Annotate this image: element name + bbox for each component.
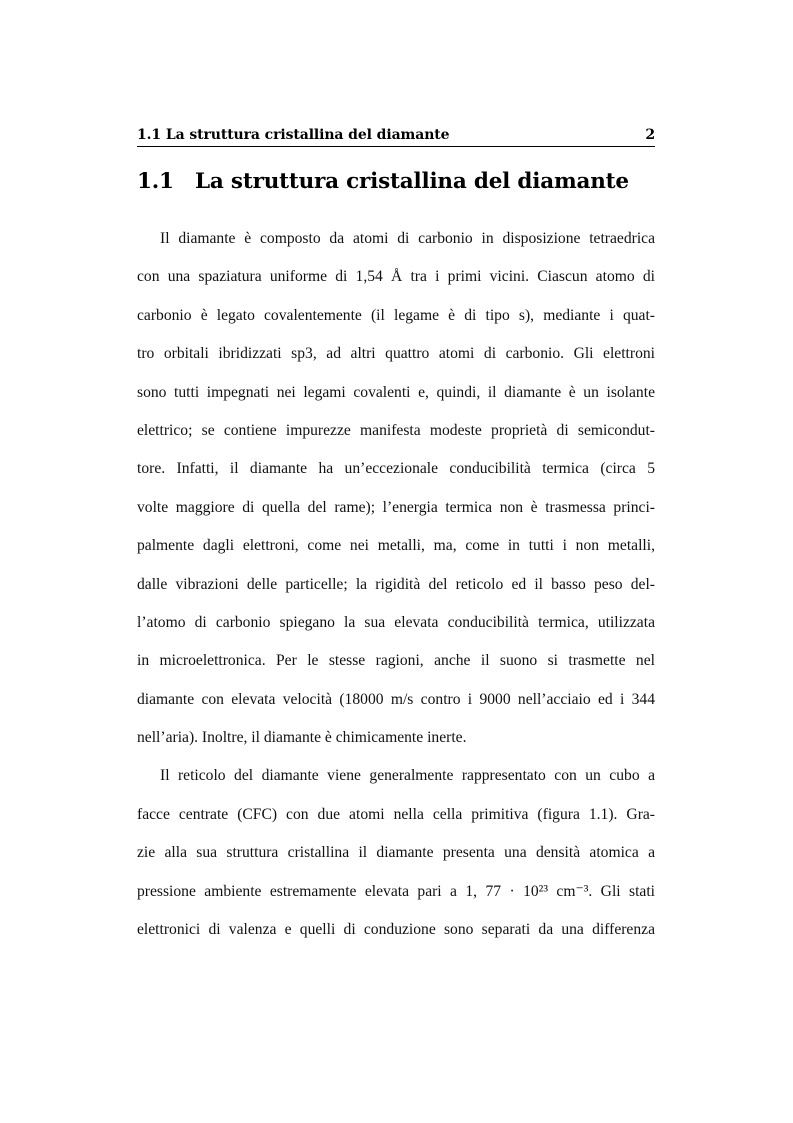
text-line: pressione ambiente estremamente elevata pari a 1, 77 · 10²³ cm⁻³. Gli stati — [137, 882, 655, 900]
page-number: 2 — [645, 127, 655, 143]
text-line: Il diamante è composto da atomi di carbonio in disposizione tetraedrica — [160, 230, 655, 247]
text-line: elettronici di valenza e quelli di conduzione sono separati da una differenza — [137, 921, 655, 939]
text-line: volte maggiore di quella del rame); l’energia termica non è trasmessa princi- — [137, 498, 655, 516]
paragraph — [137, 220, 655, 757]
text-line: tore. Infatti, il diamante ha un’eccezionale conducibilità termica (circa 5 — [137, 460, 655, 478]
text-line: con una spaziatura uniforme di 1,54 Å tra i primi vicini. Ciascun atomo di — [137, 268, 655, 286]
section-number: 1.1 — [137, 169, 174, 194]
body-text — [137, 220, 655, 949]
text-line: Il reticolo del diamante viene generalmente rappresentato con un cubo a — [160, 767, 655, 785]
text-line: dalle vibrazioni delle particelle; la rigidità del reticolo ed il basso peso del- — [137, 575, 655, 593]
running-head — [137, 126, 655, 147]
text-line: in microelettronica. Per le stesse ragioni, anche il suono si trasmette nel — [137, 652, 655, 670]
text-line: nell’aria). Inoltre, il diamante è chimicamente inerte. — [137, 729, 467, 747]
text-line: tro orbitali ibridizzati sp3, ad altri quattro atomi di carbonio. Gli elettroni — [137, 345, 655, 363]
section-title: La struttura cristallina del diamante — [195, 169, 629, 194]
section-heading — [137, 167, 655, 197]
paragraph — [137, 757, 655, 949]
text-line: sono tutti impegnati nei legami covalenti e, quindi, il diamante è un isolante — [137, 383, 655, 401]
text-line: l’atomo di carbonio spiegano la sua elevata conducibilità termica, utilizzata — [137, 613, 655, 631]
text-line: facce centrate (CFC) con due atomi nella cella primitiva (figura 1.1). Gra- — [137, 805, 655, 823]
text-line: palmente dagli elettroni, come nei metalli, ma, come in tutti i non metalli, — [137, 537, 655, 555]
running-head-title: 1.1 La struttura cristallina del diamante — [137, 127, 450, 143]
text-line: elettrico; se contiene impurezze manifesta modeste proprietà di semicondut- — [137, 421, 655, 439]
text-line: diamante con elevata velocità (18000 m/s contro i 9000 nell’acciaio ed i 344 — [137, 690, 655, 708]
text-line: carbonio è legato covalentemente (il legame è di tipo s), mediante i quat- — [137, 306, 655, 324]
text-line: zie alla sua struttura cristallina il diamante presenta una densità atomica a — [137, 844, 655, 862]
